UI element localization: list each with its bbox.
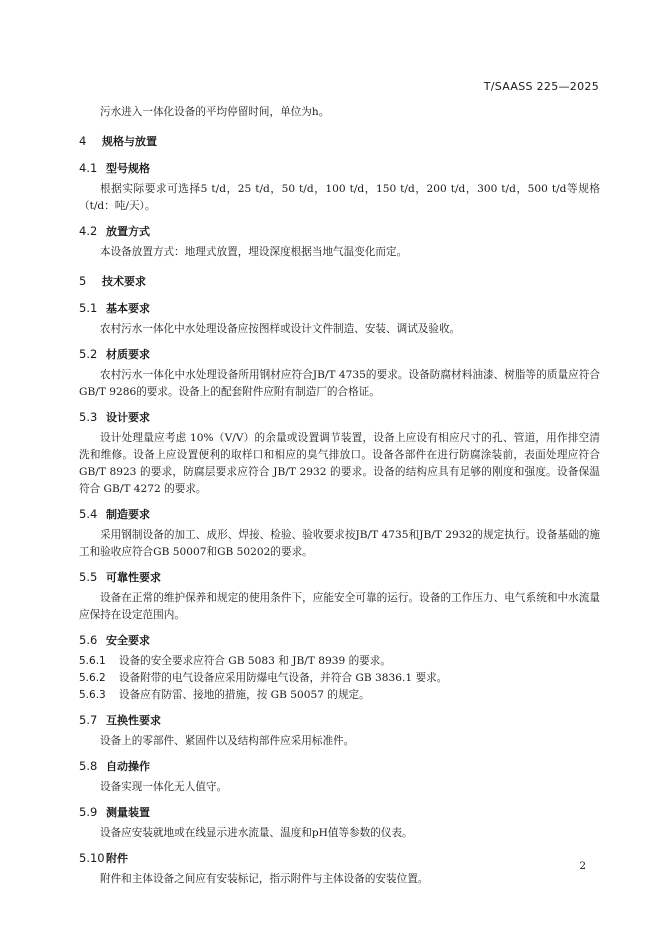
section-4-1-heading [79,160,600,177]
section-5-7-heading [79,712,600,729]
section-5-8-text: 设备实现一体化无人值守。 [100,781,228,793]
page-number: 2 [579,860,586,872]
section-5-6-heading [79,632,600,649]
clause-number: 5.6.1 [79,655,106,667]
section-5-10-heading [79,850,600,867]
section-title: 附件 [106,852,128,865]
section-title: 设计要求 [106,411,150,424]
clause-5-6-3 [79,687,600,704]
section-4-2-text: 本设备放置方式：地理式放置，埋设深度根据当地气温变化而定。 [100,246,408,258]
clause-text: 设备附带的电气设备应采用防爆电气设备，并符合 GB 3836.1 要求。 [119,672,448,684]
section-5-heading [79,273,600,290]
clause-number: 5.6.2 [79,672,106,684]
section-number: 5.8 [79,759,98,773]
section-number: 5.6 [79,633,98,647]
section-5-3-heading [79,409,600,426]
section-5-9-heading [79,804,600,821]
section-4-2-heading [79,223,600,240]
section-5-9-text: 设备应安装就地或在线显示进水流量、温度和pH值等参数的仪表。 [100,827,413,839]
section-title: 材质要求 [106,348,150,361]
section-title: 型号规格 [106,162,150,175]
clause-5-6-1 [79,653,600,670]
section-5-4-heading [79,506,600,523]
section-5-7-text: 设备上的零部件、紧固件以及结构部件应采用标准件。 [100,735,355,747]
clause-number: 5.6.3 [79,689,106,701]
clause-text: 设备的安全要求应符合 GB 5083 和 JB/T 8939 的要求。 [119,655,391,667]
section-5-1-text: 农村污水一体化中水处理设备应按图样或设计文件制造、安装、调试及验收。 [100,323,461,335]
section-number: 4.1 [79,161,98,175]
section-number: 5.7 [79,713,98,727]
section-5-5-heading [79,569,600,586]
section-5-4-text: 采用钢制设备的加工、成形、焊接、检验、验收要求按JB/T 4735和JB/T 2932的规定执行。设备基础的施工和验收应符合GB 50007和GB 50202的要求。 [79,529,600,558]
section-number: 5.10 [79,851,105,865]
section-title: 互换性要求 [106,714,161,727]
section-5-2-text: 农村污水一体化中水处理设备所用钢材应符合JB/T 4735的要求。设备防腐材料油漆、树脂等的质量应符合GB/T 9286的要求。设备上的配套附件应附有制造厂的合格证。 [79,369,600,398]
section-title: 自动操作 [106,760,150,773]
section-number: 4.2 [79,224,98,238]
section-5-2-heading [79,346,600,363]
section-4-heading [79,133,600,150]
section-5-8-heading [79,758,600,775]
section-number: 5.4 [79,507,98,521]
section-number: 5.2 [79,347,98,361]
section-4-1-text: 根据实际要求可选择5 t/d，25 t/d，50 t/d，100 t/d，150 t/d，200 t/d，300 t/d，500 t/d等规格（t/d：吨/天）。 [79,183,600,212]
section-number: 5 [79,274,87,288]
section-title: 放置方式 [106,225,150,238]
section-number: 5.3 [79,410,98,424]
section-number: 5.9 [79,805,98,819]
section-title: 制造要求 [106,508,150,521]
document-body [79,104,600,895]
section-5-1-heading [79,300,600,317]
section-title: 测量装置 [106,806,150,819]
section-title: 规格与放置 [102,135,157,148]
intro-paragraph: 污水进入一体化设备的平均停留时间，单位为h。 [100,106,330,118]
section-number: 5.1 [79,301,98,315]
section-5-3-text: 设计处理量应考虑 10%（V/V）的余量或设置调节装置，设备上应设有相应尺寸的孔、管道，用作排空清洗和维修。设备上应设置便利的取样口和相应的臭气排放口。设备各部件在进行防腐涂装前，表面处理应符合 GB/T 8923 的要求，防腐层要求应符合 JB/T 2932 的要求。设备的结构应具有足够的刚度和强度。设备保温符合 GB/T 4272 的要求。 [79,432,600,495]
section-title: 基本要求 [106,302,150,315]
section-number: 4 [79,134,87,148]
clause-text: 设备应有防雷、接地的措施，按 GB 50057 的规定。 [119,689,370,701]
section-title: 安全要求 [106,634,150,647]
clause-5-6-2 [79,670,600,687]
standard-code-header: T/SAASS 225—2025 [483,80,599,93]
section-5-10-text: 附件和主体设备之间应有安装标记，指示附件与主体设备的安装位置。 [100,873,429,885]
section-title: 可靠性要求 [106,571,161,584]
section-number: 5.5 [79,570,98,584]
section-title: 技术要求 [102,275,146,288]
section-5-5-text: 设备在正常的维护保养和规定的使用条件下，应能安全可靠的运行。设备的工作压力、电气系统和中水流量应保持在设定范围内。 [79,592,600,621]
section-5-6-items [79,653,600,704]
